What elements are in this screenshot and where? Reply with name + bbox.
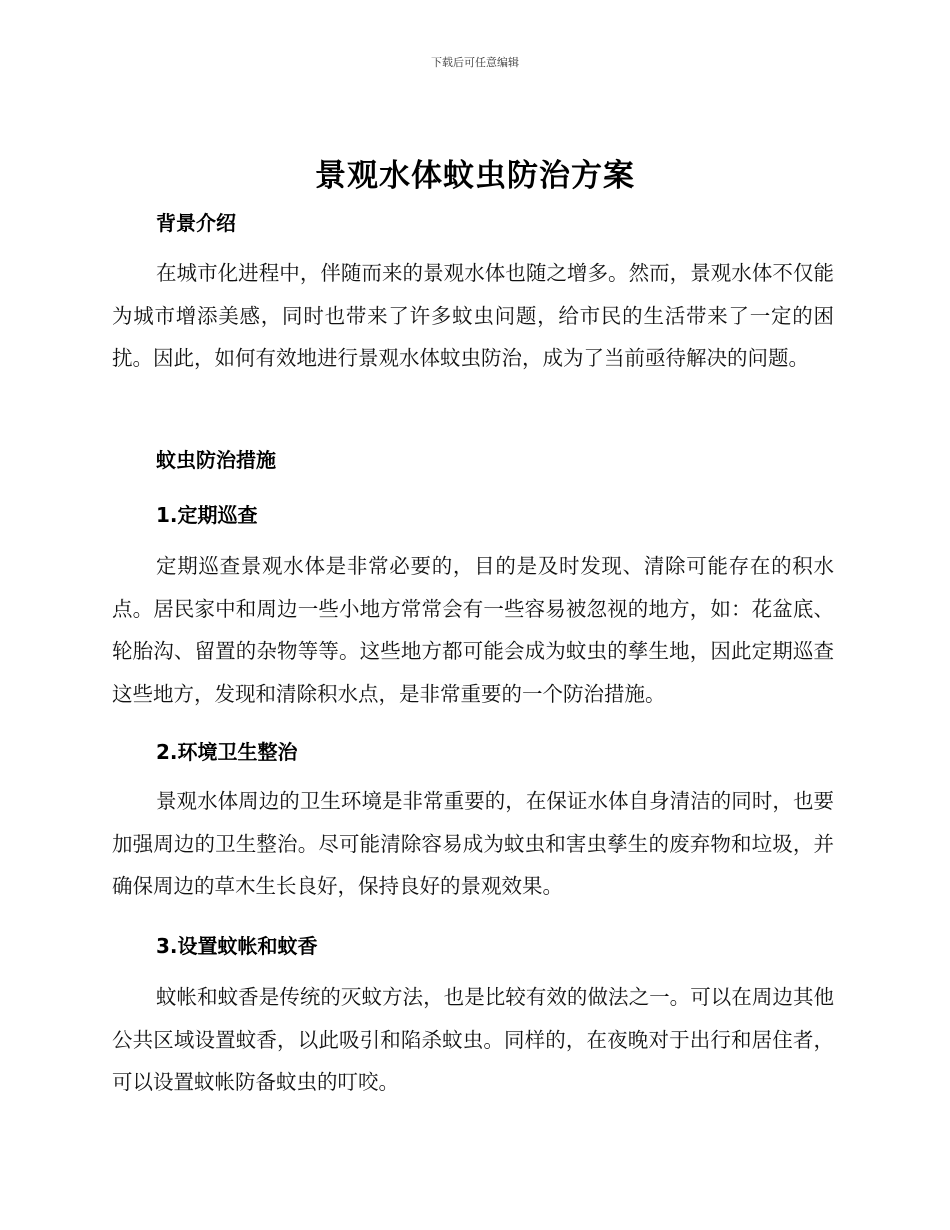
section-paragraph-nets-coils: 蚊帐和蚊香是传统的灭蚊方法，也是比较有效的做法之一。可以在周边其他公共区域设置蚊香，以此吸引和陷杀蚊虫。同样的，在夜晚对于出行和居住者，可以设置蚊帐防备蚊虫的叮咬。 [112, 985, 834, 1094]
section-heading-background: 背景介绍 [156, 211, 236, 235]
section-paragraph-background: 在城市化进程中，伴随而来的景观水体也随之增多。然而，景观水体不仅能为城市增添美感，同时也带来了许多蚊虫问题，给市民的生活带来了一定的困扰。因此，如何有效地进行景观水体蚊虫防治，成为了当前亟待解决的问题。 [112, 261, 834, 370]
header-note: 下载后可任意编辑 [431, 56, 519, 69]
section-heading-nets-coils: 3.设置蚊帐和蚊香 [156, 934, 318, 958]
section-heading-measures: 蚊虫防治措施 [156, 448, 276, 472]
section-paragraph-inspection: 定期巡查景观水体是非常必要的，目的是及时发现、清除可能存在的积水点。居民家中和周边一些小地方常常会有一些容易被忽视的地方，如：花盆底、轮胎沟、留置的杂物等等。这些地方都可能会成为蚊虫的孳生地，因此定期巡查这些地方，发现和清除积水点，是非常重要的一个防治措施。 [112, 554, 834, 706]
section-heading-inspection: 1.定期巡查 [156, 503, 258, 527]
section-heading-sanitation: 2.环境卫生整治 [156, 740, 298, 764]
section-paragraph-sanitation: 景观水体周边的卫生环境是非常重要的，在保证水体自身清洁的同时，也要加强周边的卫生整治。尽可能清除容易成为蚊虫和害虫孳生的废弃物和垃圾，并确保周边的草木生长良好，保持良好的景观效果。 [112, 789, 834, 898]
document-title: 景观水体蚊虫防治方案 [315, 158, 635, 194]
